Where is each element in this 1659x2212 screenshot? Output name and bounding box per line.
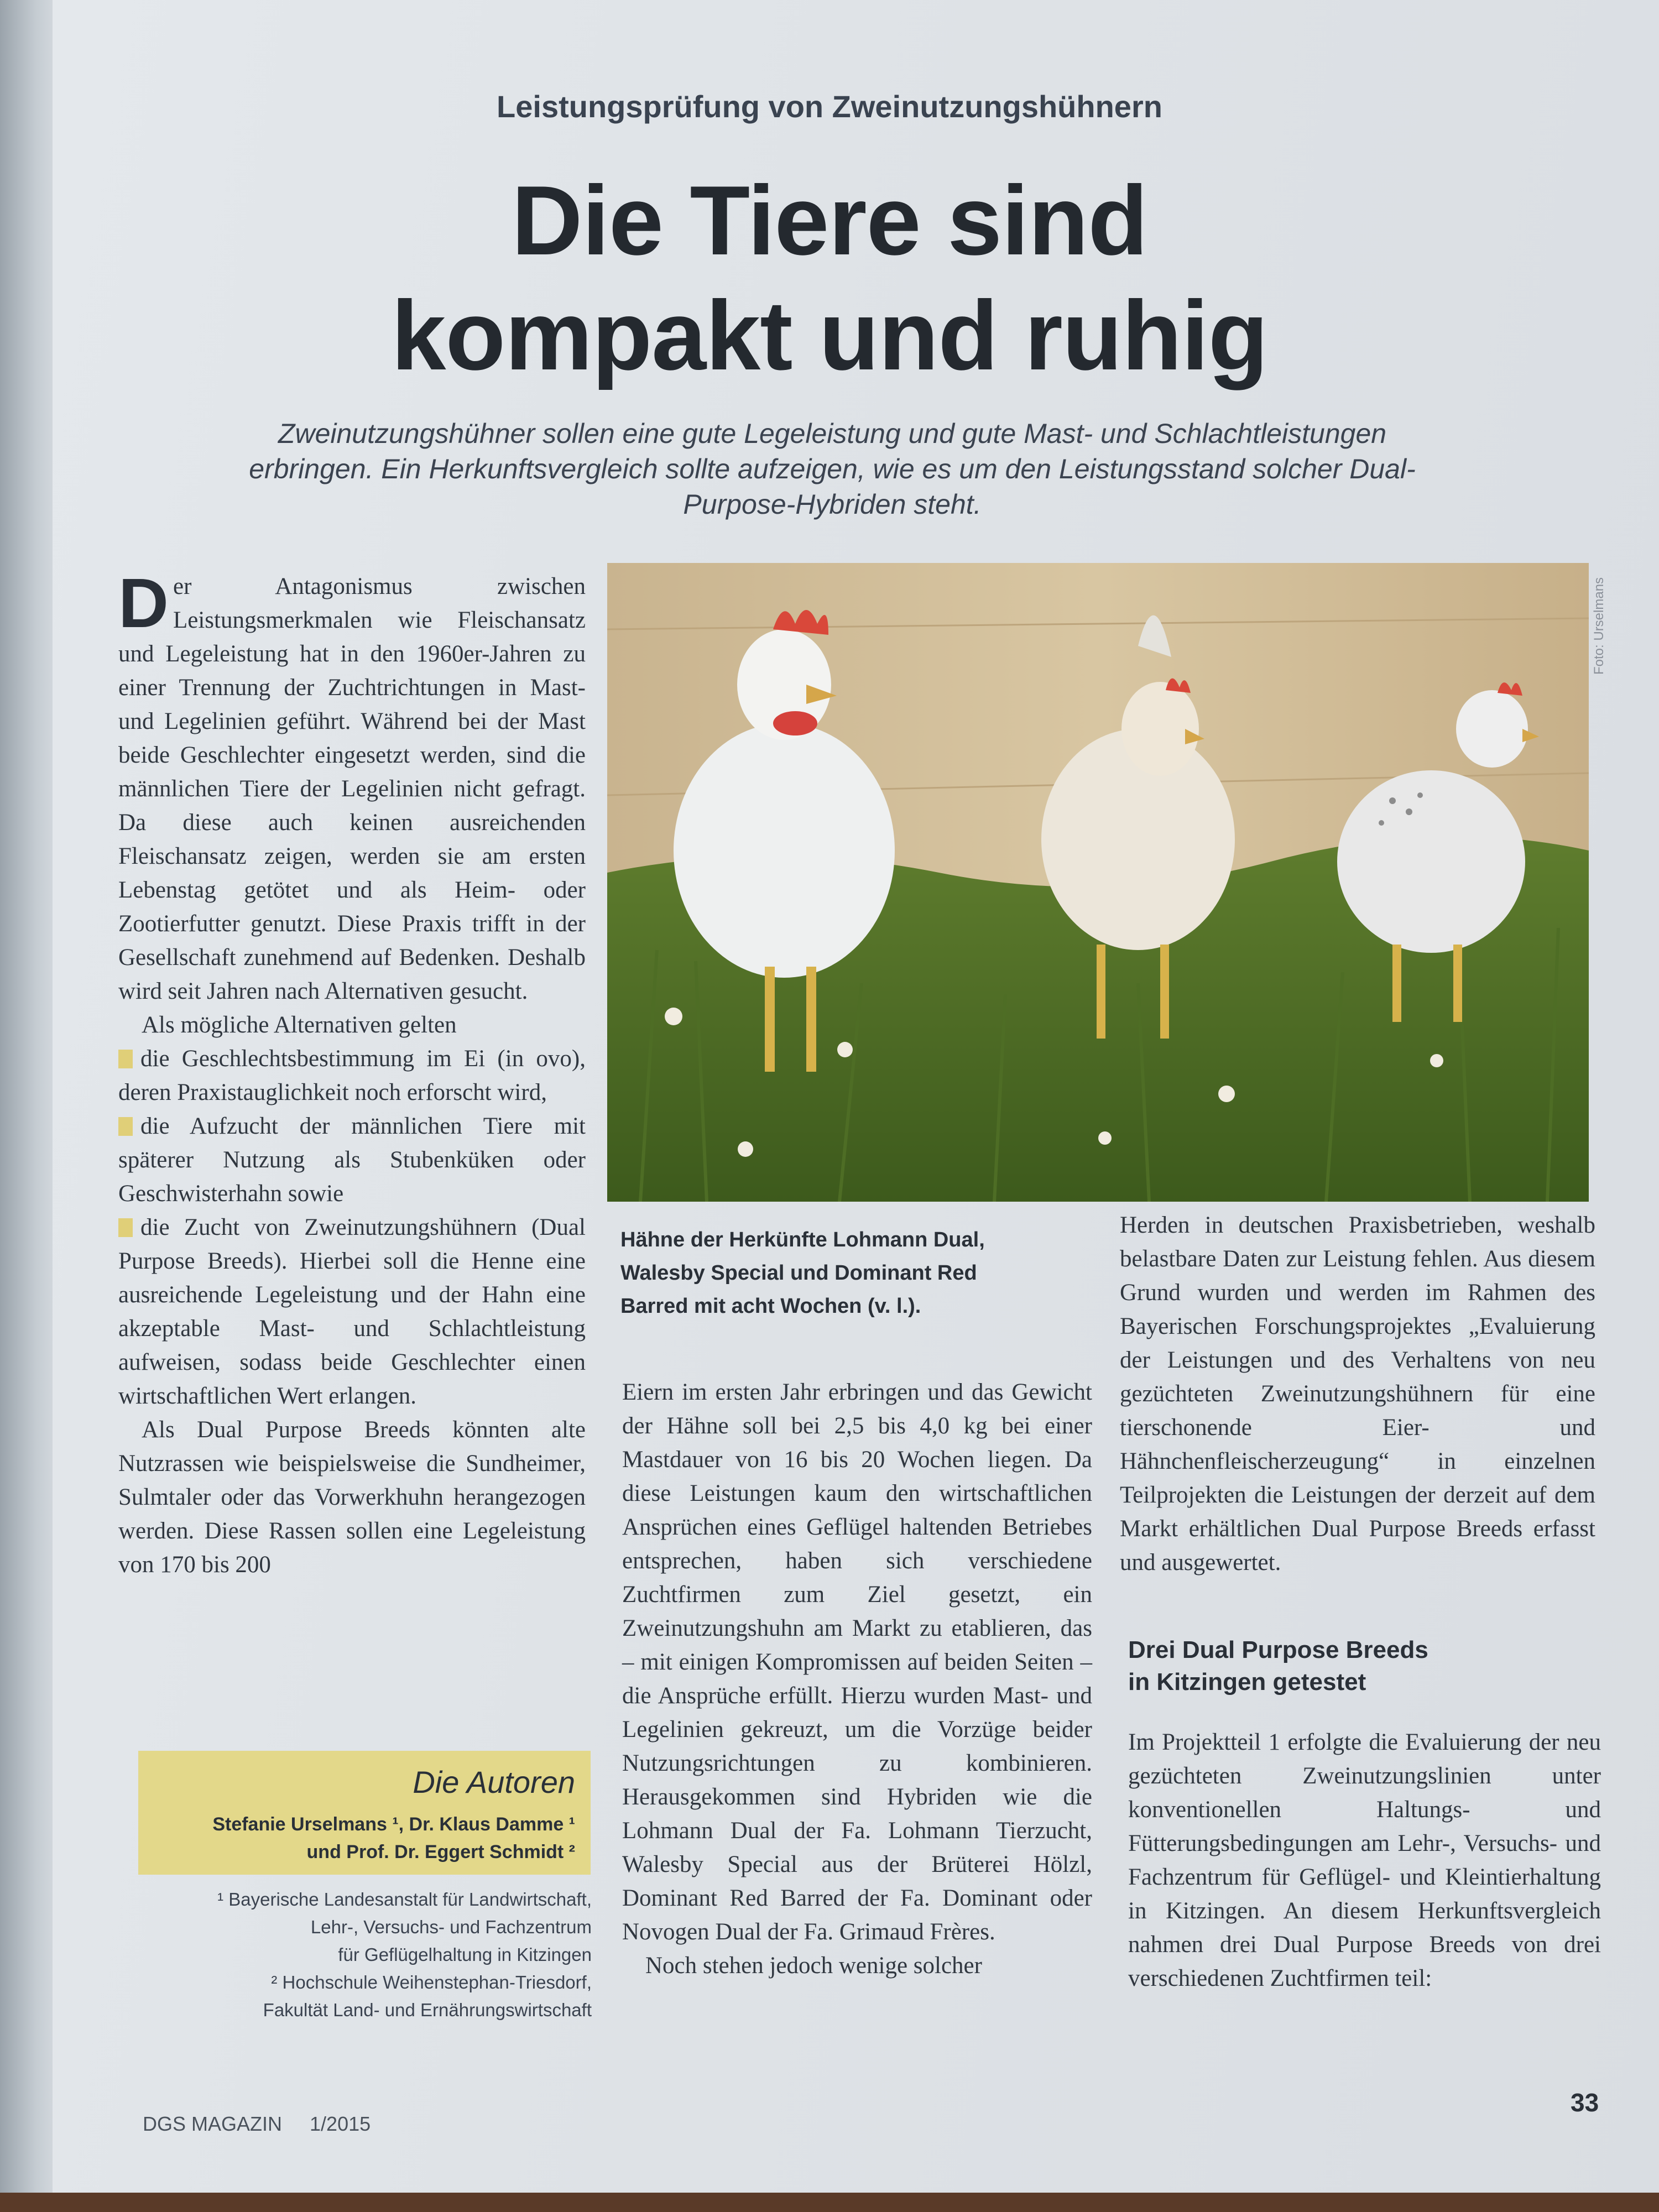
issue-number: 1/2015	[310, 2112, 371, 2135]
author-affiliations: ¹ Bayerische Landesanstalt für Landwirtschaft, Lehr-, Versuchs- und Fachzentrum für Geflügelhaltung in Kitzingen ² Hochschule Weihenstephan-Triesdorf, Fakultät Land- und Ernährungswirtschaft	[217, 1889, 592, 2020]
body-paragraph: Im Projektteil 1 erfolgte die Evaluierung der neu gezüchteten Zweinutzungslinien unter konventionellen Haltungs- und Fütterungsbedingungen am Lehr-, Versuchs- und Fachzentrum für Geflügel- und Kleintierhaltung in Kitzingen. An diesem Herkunftsvergleich nahmen drei Dual Purpose Breeds von drei verschiedenen Zuchtfirmen teil:	[1128, 1729, 1601, 1991]
column-2	[622, 1375, 1092, 1983]
alternatives-intro: Als mögliche Alternativen gelten	[142, 1012, 457, 1038]
chickens-photo	[607, 563, 1589, 1202]
body-paragraph: Eiern im ersten Jahr erbringen und das Gewicht der Hähne soll bei 2,5 bis 4,0 kg bei einer Mastdauer von 16 bis 20 Wochen liegen. Da diese Leistungen kaum den wirtschaftlichen Ansprüchen eines Geflügel haltenden Betriebes entsprechen, haben sich verschiedene Zuchtfirmen zum Ziel gesetzt, ein Zweinutzungshuhn am Markt zu etablieren, das – mit einigen Kompromissen auf beiden Seiten – die Ansprüche erfüllt. Hierzu wurden Mast- und Legelinien gekreuzt, um die Vorzüge beider Nutzungsrichtungen zu kombinieren. Herausgekommen sind Hybriden wie die Lohmann Dual der Fa. Lohmann Tierzucht, Walesby Special aus der Brüterei Hölzl, Dominant Red Barred der Fa. Dominant oder Novogen Dual der Fa. Grimaud Frères.	[622, 1379, 1092, 1945]
chickens-illustration	[607, 563, 1589, 1202]
photo-caption: Hähne der Herkünfte Lohmann Dual, Walesby Special und Dominant Red Barred mit acht Wochen (v. l.).	[620, 1228, 985, 1318]
page-number: 33	[1571, 2088, 1599, 2117]
column-1	[118, 564, 586, 1582]
drop-cap: D	[118, 564, 169, 642]
list-item: die Zucht von Zweinutzungshühnern (Dual Purpose Breeds). Hierbei soll die Henne eine ausreichende Legeleistung und der Hahn eine akzeptable Mast- und Schlachtleistung aufweisen, sodass beide Geschlechter einen wirtschaftlichen Wert erlangen.	[118, 1214, 586, 1409]
body-paragraph: Noch stehen jedoch wenige solcher	[645, 1953, 982, 1979]
body-paragraph: Herden in deutschen Praxisbetrieben, weshalb belastbare Daten zur Leistung fehlen. Aus diesem Grund wurden und werden im Rahmen des Bayerischen Forschungsprojektes „Evaluierung der Leistungen und des Verhaltens von neu gezüchteten Zweinutzungshühnern für eine tierschonende Eier- und Hähnchenfleischerzeugung“ in einzelnen Teilprojekten die Leistungen der derzeit auf dem Markt erhältlichen Dual Purpose Breeds erfasst und ausgewertet.	[1120, 1212, 1595, 1575]
bullet-marker	[118, 1050, 133, 1068]
page-footer	[143, 2112, 398, 2136]
article-title	[0, 163, 1659, 393]
bullet-marker	[118, 1117, 133, 1136]
intro-paragraph: Der Antagonismus zwischen Leistungsmerkmalen wie Fleischansatz und Legeleistung hat in den 1960er-Jahren zu einer Trennung der Zuchtrichtungen in Mast- und Legelinien geführt. Während bei der Mast beide Geschlechter eingesetzt werden, sind die männlichen Tiere der Legelinien nicht gefragt. Da diese auch keinen ausreichenden Fleischansatz zeigen, werden sie am ersten Lebenstag getötet und als Heim- oder Zootierfutter genutzt. Diese Praxis trifft in der Gesellschaft zunehmend auf Bedenken. Deshalb wird seit Jahren nach Alternativen gesucht.	[118, 564, 586, 1004]
magazine-name: DGS MAGAZIN	[143, 2112, 283, 2135]
column-3	[1120, 1208, 1595, 1579]
authors-names: Stefanie Urselmans ¹, Dr. Klaus Damme ¹ und Prof. Dr. Eggert Schmidt ²	[212, 1814, 575, 1863]
body-paragraph: Als Dual Purpose Breeds könnten alte Nutzrassen wie beispielsweise die Sundheimer, Sulmtaler oder das Vorwerkhuhn herangezogen werden. Diese Rassen sollen eine Legeleistung von 170 bis 200	[118, 1417, 586, 1578]
bullet-marker	[118, 1218, 133, 1237]
list-item: die Geschlechtsbestimmung im Ei (in ovo), deren Praxistauglichkeit noch erforscht wird,	[118, 1046, 586, 1105]
kicker: Leistungsprüfung von Zweinutzungshühnern	[497, 89, 1162, 124]
section-subheading: Drei Dual Purpose Breeds in Kitzingen getestet	[1128, 1636, 1428, 1695]
photo-credit: Foto: Urselmans	[1592, 577, 1606, 675]
title-line-2: kompakt und ruhig	[391, 280, 1268, 390]
column-3-continued	[1128, 1725, 1601, 1995]
authors-title: Die Autoren	[413, 1765, 575, 1799]
lead-paragraph: Zweinutzungshühner sollen eine gute Legeleistung und gute Mast- und Schlachtleistungen erbringen. Ein Herkunftsvergleich sollte aufzeigen, wie es um den Leistungsstand solcher Dual-Purpose-Hybriden steht.	[249, 418, 1416, 520]
list-item: die Aufzucht der männlichen Tiere mit späterer Nutzung als Stubenküken oder Geschwisterhahn sowie	[118, 1113, 586, 1207]
title-line-1: Die Tiere sind	[511, 165, 1148, 275]
table-edge	[0, 2193, 1659, 2212]
